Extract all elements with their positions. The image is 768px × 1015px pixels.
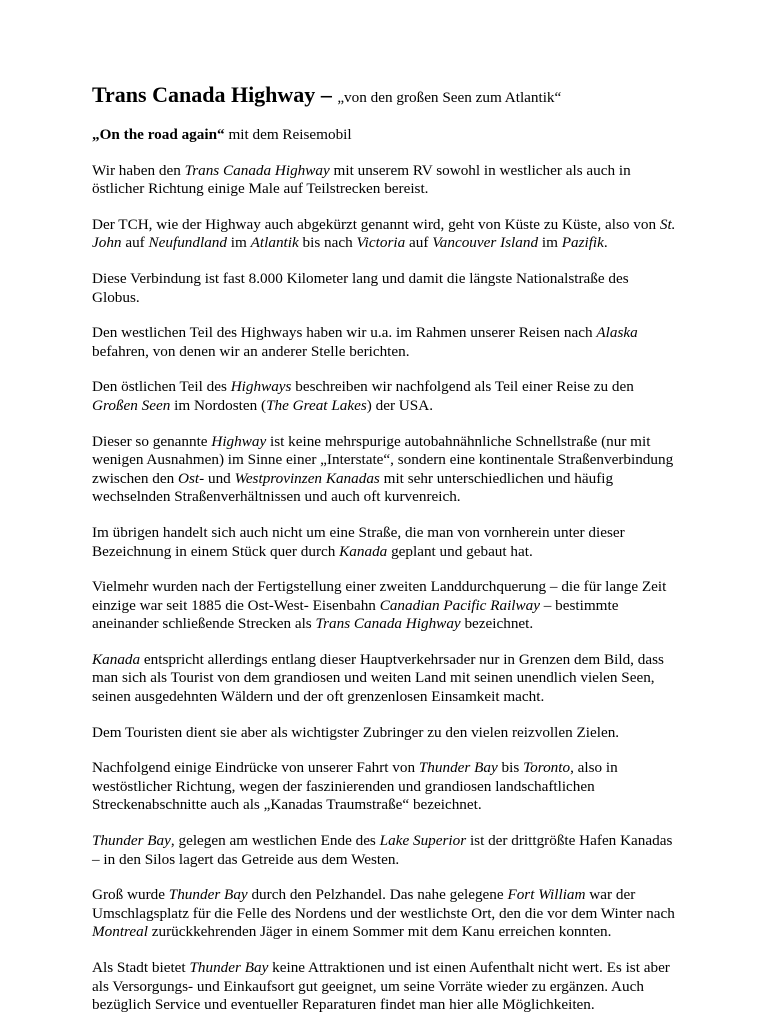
italic-text: Thunder Bay — [418, 759, 498, 777]
paragraph — [92, 216, 678, 253]
text-run: durch den Pelzhandel. Das nahe gelegene — [247, 886, 508, 904]
italic-text: Thunder Bay — [189, 959, 269, 976]
title-subtitle: „von den großen Seen zum Atlantik“ — [337, 89, 562, 106]
italic-text: The Great Lakes — [266, 396, 367, 414]
text-run: Als Stadt bietet — [92, 959, 190, 976]
title-main: Trans Canada Highway — [92, 82, 316, 107]
text-run: Dieser so genannte — [92, 432, 212, 450]
text-run: entspricht allerdings entlang dieser Hauptverkehrsader nur in Grenzen dem Bild, dass man sich als Tourist von dem grandiosen und weiten Land mit seinen unendlich vielen Seen, seinen ausgedehnten Wäldern und der oft grenzenlosen Einsamkeit macht. — [92, 650, 664, 706]
paragraph — [92, 524, 678, 561]
tagline — [92, 126, 678, 145]
italic-text: Canadian Pacific Railway — [379, 596, 540, 614]
italic-text: Trans Canada Highway — [315, 615, 461, 633]
tagline-bold: „On the road again“ — [92, 126, 225, 143]
italic-text: Victoria — [356, 234, 406, 252]
text-run: Dem Touristen dient sie aber als wichtigster Zubringer zu den vielen reizvollen Zielen. — [92, 723, 620, 741]
text-run: – bestimmte aneinander schließende Strecken als — [92, 596, 619, 633]
text-run: ) der USA. — [366, 396, 433, 414]
italic-text: Lake Superior — [379, 832, 467, 850]
text-run: Den westlichen Teil des Highways haben wir u.a. im Rahmen unserer Reisen nach — [92, 324, 597, 342]
body-text — [92, 162, 678, 1015]
text-run: geplant und gebaut hat. — [387, 542, 533, 560]
paragraph — [92, 270, 678, 307]
text-run: Der TCH, wie der Highway auch abgekürzt genannt wird, geht von Küste zu Küste, also von — [92, 215, 660, 233]
italic-text: Alaska — [596, 324, 638, 342]
paragraph — [92, 832, 678, 869]
text-run: Wir haben den — [92, 161, 185, 179]
italic-text: Kanada — [339, 542, 388, 560]
paragraph — [92, 886, 678, 942]
paragraph — [92, 724, 678, 743]
text-run: bis nach — [298, 234, 357, 252]
text-run: im — [538, 234, 562, 252]
text-run: im Nordosten ( — [170, 396, 267, 414]
text-run: befahren, von denen wir an anderer Stelle berichten. — [92, 342, 410, 360]
text-run: ist der drittgrößte Hafen Kanadas – in den Silos lagert das Getreide aus dem Westen. — [92, 832, 673, 868]
italic-text: Neufundland — [148, 234, 227, 252]
italic-text: St. John — [92, 215, 676, 252]
text-run: mit unserem RV sowohl in westlicher als auch in östlicher Richtung einige Male auf Teilstrecken bereist. — [92, 161, 631, 198]
text-run: zurückkehrenden Jäger in einem Sommer mit dem Kanu erreichen konnten. — [147, 923, 612, 941]
paragraph — [92, 759, 678, 815]
paragraph — [92, 324, 678, 361]
paragraph — [92, 378, 678, 415]
text-run: , also in westöstlicher Richtung, wegen der faszinierenden und grandiosen landschaftlichen Streckenabschnitte auch als „Kanadas Traumstraße“ bezeichnet. — [92, 759, 618, 814]
text-run: Im übrigen handelt sich auch nicht um eine Straße, die man von vornherein unter dieser Bezeichnung in einem Stück quer durch — [92, 523, 625, 560]
tagline-rest: mit dem Reisemobil — [224, 126, 352, 143]
text-run: , gelegen am westlichen Ende des — [170, 832, 380, 850]
italic-text: Thunder Bay — [168, 886, 248, 904]
italic-text: Trans Canada Highway — [184, 161, 330, 179]
italic-text: Westprovinzen Kanadas — [234, 469, 380, 487]
text-run: auf — [121, 234, 149, 252]
italic-text: Ost- — [178, 469, 205, 487]
text-run: bezeichnet. — [460, 615, 534, 633]
paragraph — [92, 578, 678, 634]
italic-text: Montreal — [92, 923, 148, 941]
italic-text: Kanada — [92, 650, 141, 668]
italic-text: Toronto — [523, 759, 571, 777]
text-run: keine Attraktionen und ist einen Aufenthalt nicht wert. Es ist aber als Versorgungs- und Einkaufsort gut geeignet, um seine Vorräte wieder zu ergänzen. Auch bezüglich Service und eventueller Reparaturen findet man hier alle Möglichkeiten. — [92, 959, 670, 1014]
page-title — [92, 82, 678, 111]
text-run: Diese Verbindung ist fast 8.000 Kilometer lang und damit die längste Nationalstraße des Globus. — [92, 269, 629, 306]
italic-text: Highway — [211, 432, 267, 450]
italic-text: Pazifik — [561, 234, 604, 252]
text-run: auf — [405, 234, 433, 252]
text-run: und — [204, 469, 235, 487]
paragraph — [92, 162, 678, 199]
text-run: Groß wurde — [92, 886, 169, 904]
text-run: Vielmehr wurden nach der Fertigstellung einer zweiten Landdurchquerung – die für lange Zeit einzige war seit 1885 die Ost-West- Eisenbahn — [92, 578, 667, 614]
italic-text: Highways — [230, 378, 292, 396]
text-run: Nachfolgend einige Eindrücke von unserer Fahrt von — [92, 759, 419, 777]
text-run: Den östlichen Teil des — [92, 378, 231, 396]
italic-text: Großen Seen — [92, 396, 171, 414]
italic-text: Vancouver Island — [432, 234, 539, 252]
italic-text: Atlantik — [250, 234, 299, 252]
text-run: war der Umschlagsplatz für die Felle des Nordens und der westlichste Ort, den die vor dem Winter nach — [92, 886, 675, 922]
text-run: im — [227, 234, 251, 252]
paragraph — [92, 433, 678, 507]
text-run: bis — [497, 759, 524, 777]
text-run: ist keine mehrspurige autobahnähnliche Schnellstraße (nur mit wenigen Ausnahmen) im Sinne einer „Interstate“, sondern eine kontinentale Straßenverbindung zwischen den — [92, 432, 674, 487]
text-run: mit sehr unterschiedlichen und häufig wechselnden Straßenverhältnissen und auch oft kurvenreich. — [92, 469, 614, 506]
paragraph — [92, 959, 678, 1015]
italic-text: Fort William — [507, 886, 586, 904]
paragraph — [92, 651, 678, 707]
text-run: . — [603, 234, 608, 252]
text-run: beschreiben wir nachfolgend als Teil einer Reise zu den — [291, 378, 634, 396]
title-dash: – — [315, 82, 338, 107]
italic-text: Thunder Bay — [92, 832, 171, 850]
